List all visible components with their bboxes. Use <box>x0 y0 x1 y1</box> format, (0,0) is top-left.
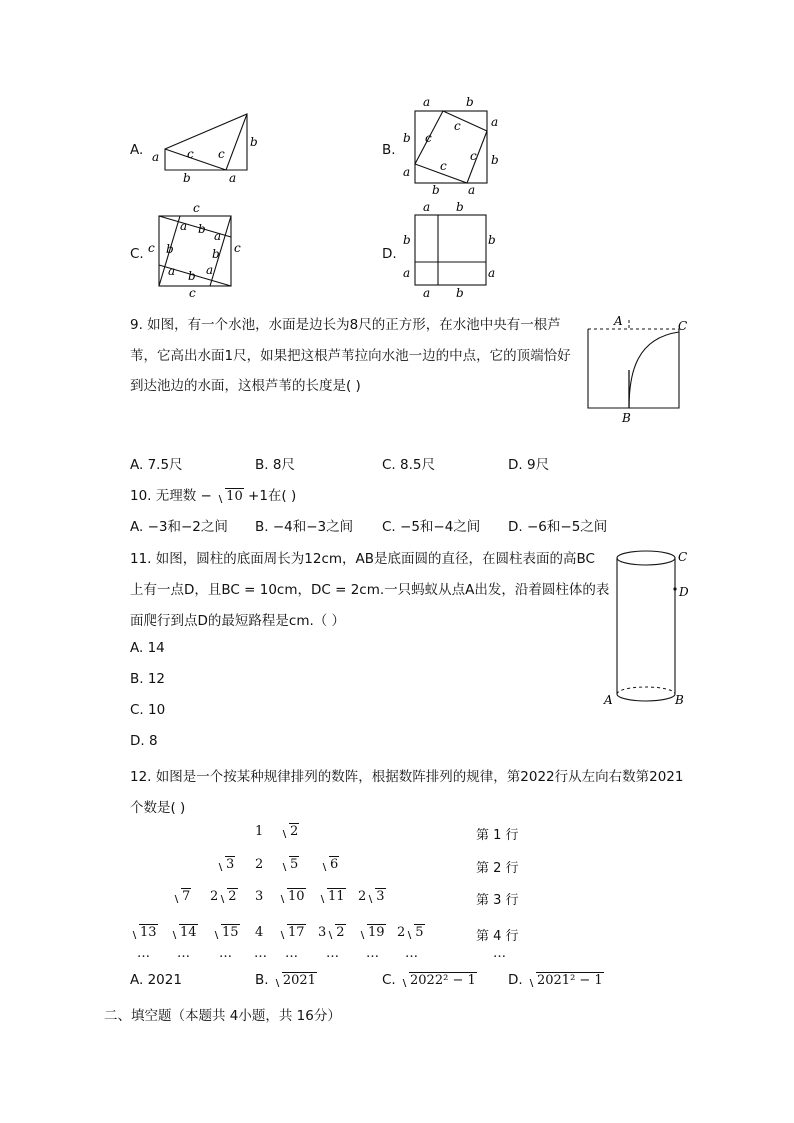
svg-text:a: a <box>468 183 476 197</box>
q12-stem-line1: 12. 如图是一个按某种规律排列的数阵，根据数阵排列的规律，第2022行从左向右数第2021 <box>130 769 684 785</box>
q11-stem-line3: 面爬行到点D的最短路程是cm.（ ） <box>130 613 346 629</box>
svg-text:B: B <box>675 693 684 707</box>
svg-text:b: b <box>250 135 258 149</box>
svg-text:a: a <box>214 229 222 243</box>
q12-option-c: C. 2022² − 1 <box>382 972 476 988</box>
svg-text:b: b <box>403 233 411 247</box>
q12-option-b: B. 2021 <box>255 972 316 988</box>
q12-array-ellipsis-row: … … … … … … … … … <box>137 946 506 961</box>
svg-text:c: c <box>234 241 241 255</box>
svg-text:C: C <box>678 319 688 333</box>
svg-text:b: b <box>188 269 196 283</box>
svg-text:a: a <box>423 95 431 109</box>
q8-figure-a <box>150 108 270 186</box>
q9-option-c: C. 8.5尺 <box>382 457 435 473</box>
q12-stem-line2: 个数是( ) <box>130 800 186 816</box>
svg-text:b: b <box>466 95 474 109</box>
q11-option-a: A. 14 <box>130 640 165 656</box>
svg-text:c: c <box>189 286 196 300</box>
svg-text:A: A <box>614 314 623 328</box>
q11-stem-line1: 11. 如图，圆柱的底面周长为12cm，AB是底面圆的直径，在圆柱表面的高BC <box>130 551 595 567</box>
svg-text:C: C <box>678 550 688 564</box>
q8-option-b-label: B. <box>382 142 396 158</box>
q8-figure-d <box>398 200 502 302</box>
svg-text:b: b <box>491 153 499 167</box>
q11-option-d: D. 8 <box>130 733 158 749</box>
svg-text:b: b <box>166 242 174 256</box>
svg-text:c: c <box>148 241 155 255</box>
q12-option-d: D. 2021² − 1 <box>508 972 603 988</box>
q11-stem-line2: 上有一点D，且BC = 10cm，DC = 2cm.一只蚂蚁从点A出发，沿着圆柱体的表 <box>130 582 610 598</box>
svg-text:a: a <box>423 200 431 214</box>
svg-text:c: c <box>193 201 200 215</box>
svg-text:b: b <box>432 183 440 197</box>
svg-text:c: c <box>440 159 447 173</box>
svg-text:b: b <box>488 233 496 247</box>
svg-text:b: b <box>198 222 206 236</box>
svg-text:a: a <box>423 286 431 300</box>
q10-option-d: D. −6和−5之间 <box>508 519 608 535</box>
svg-text:a: a <box>168 264 176 278</box>
svg-text:b: b <box>403 131 411 145</box>
q10-stem-suffix: +1在( ) <box>248 488 297 504</box>
q11-option-b: B. 12 <box>130 671 166 687</box>
svg-text:a: a <box>152 150 160 164</box>
q9-option-d: D. 9尺 <box>508 457 550 473</box>
q12-array-row-3: 7 2 2 3 10 11 2 3 第 3 行 <box>0 889 794 909</box>
svg-text:c: c <box>218 147 225 161</box>
q12-array-row-1: 1 2 第 1 行 <box>255 824 519 843</box>
svg-text:D: D <box>679 585 689 599</box>
svg-text:a: a <box>488 266 496 280</box>
svg-text:A: A <box>604 693 613 707</box>
q9-stem-line2: 苇，它高出水面1尺，如果把这根芦苇拉向水池一边的中点，它的顶端恰好 <box>130 348 571 364</box>
q10-option-c: C. −5和−4之间 <box>382 519 481 535</box>
svg-text:a: a <box>403 165 411 179</box>
q8-option-c-label: C. <box>130 246 144 262</box>
svg-text:b: b <box>183 171 191 185</box>
q8-figure-c <box>144 200 246 300</box>
q10-option-b: B. −4和−3之间 <box>255 519 354 535</box>
q9-option-a: A. 7.5尺 <box>130 457 183 473</box>
svg-text:c: c <box>425 131 432 145</box>
q12-array-row-2: 3 2 5 6 第 2 行 <box>0 857 794 877</box>
svg-text:c: c <box>470 149 477 163</box>
svg-text:a: a <box>403 266 411 280</box>
svg-text:c: c <box>187 147 194 161</box>
svg-text:B: B <box>622 411 631 425</box>
q8-option-d-label: D. <box>382 246 397 262</box>
svg-text:b: b <box>456 200 464 214</box>
q12-array-row-4: 13 14 15 4 17 3 2 19 2 5 第 4 行 <box>0 925 794 945</box>
q9-figure-pond <box>582 312 694 426</box>
svg-text:c: c <box>454 119 461 133</box>
q8-figure-b <box>398 94 504 198</box>
svg-text:b: b <box>212 247 220 261</box>
q11-figure-cylinder <box>600 544 696 712</box>
q9-option-b: B. 8尺 <box>255 457 295 473</box>
svg-text:a: a <box>180 219 188 233</box>
q10-stem-prefix: 10. 无理数 − <box>130 488 212 504</box>
section-2-title: 二、填空题（本题共 4小题，共 16分） <box>104 1008 341 1024</box>
q8-option-a-label: A. <box>130 142 144 158</box>
q10-stem <box>130 484 296 504</box>
svg-text:a: a <box>491 115 499 129</box>
svg-text:a: a <box>206 263 214 277</box>
q11-option-c: C. 10 <box>130 702 166 718</box>
q9-stem-line1: 9. 如图，有一个水池，水面是边长为8尺的正方形，在水池中央有一根芦 <box>130 317 561 333</box>
q10-option-a: A. −3和−2之间 <box>130 519 228 535</box>
q12-option-a: A. 2021 <box>130 972 182 988</box>
q10-sqrt: 10 <box>216 489 244 504</box>
q9-stem-line3: 到达池边的水面，这根芦苇的长度是( ) <box>130 378 361 394</box>
svg-text:b: b <box>456 286 464 300</box>
svg-text:a: a <box>229 171 237 185</box>
